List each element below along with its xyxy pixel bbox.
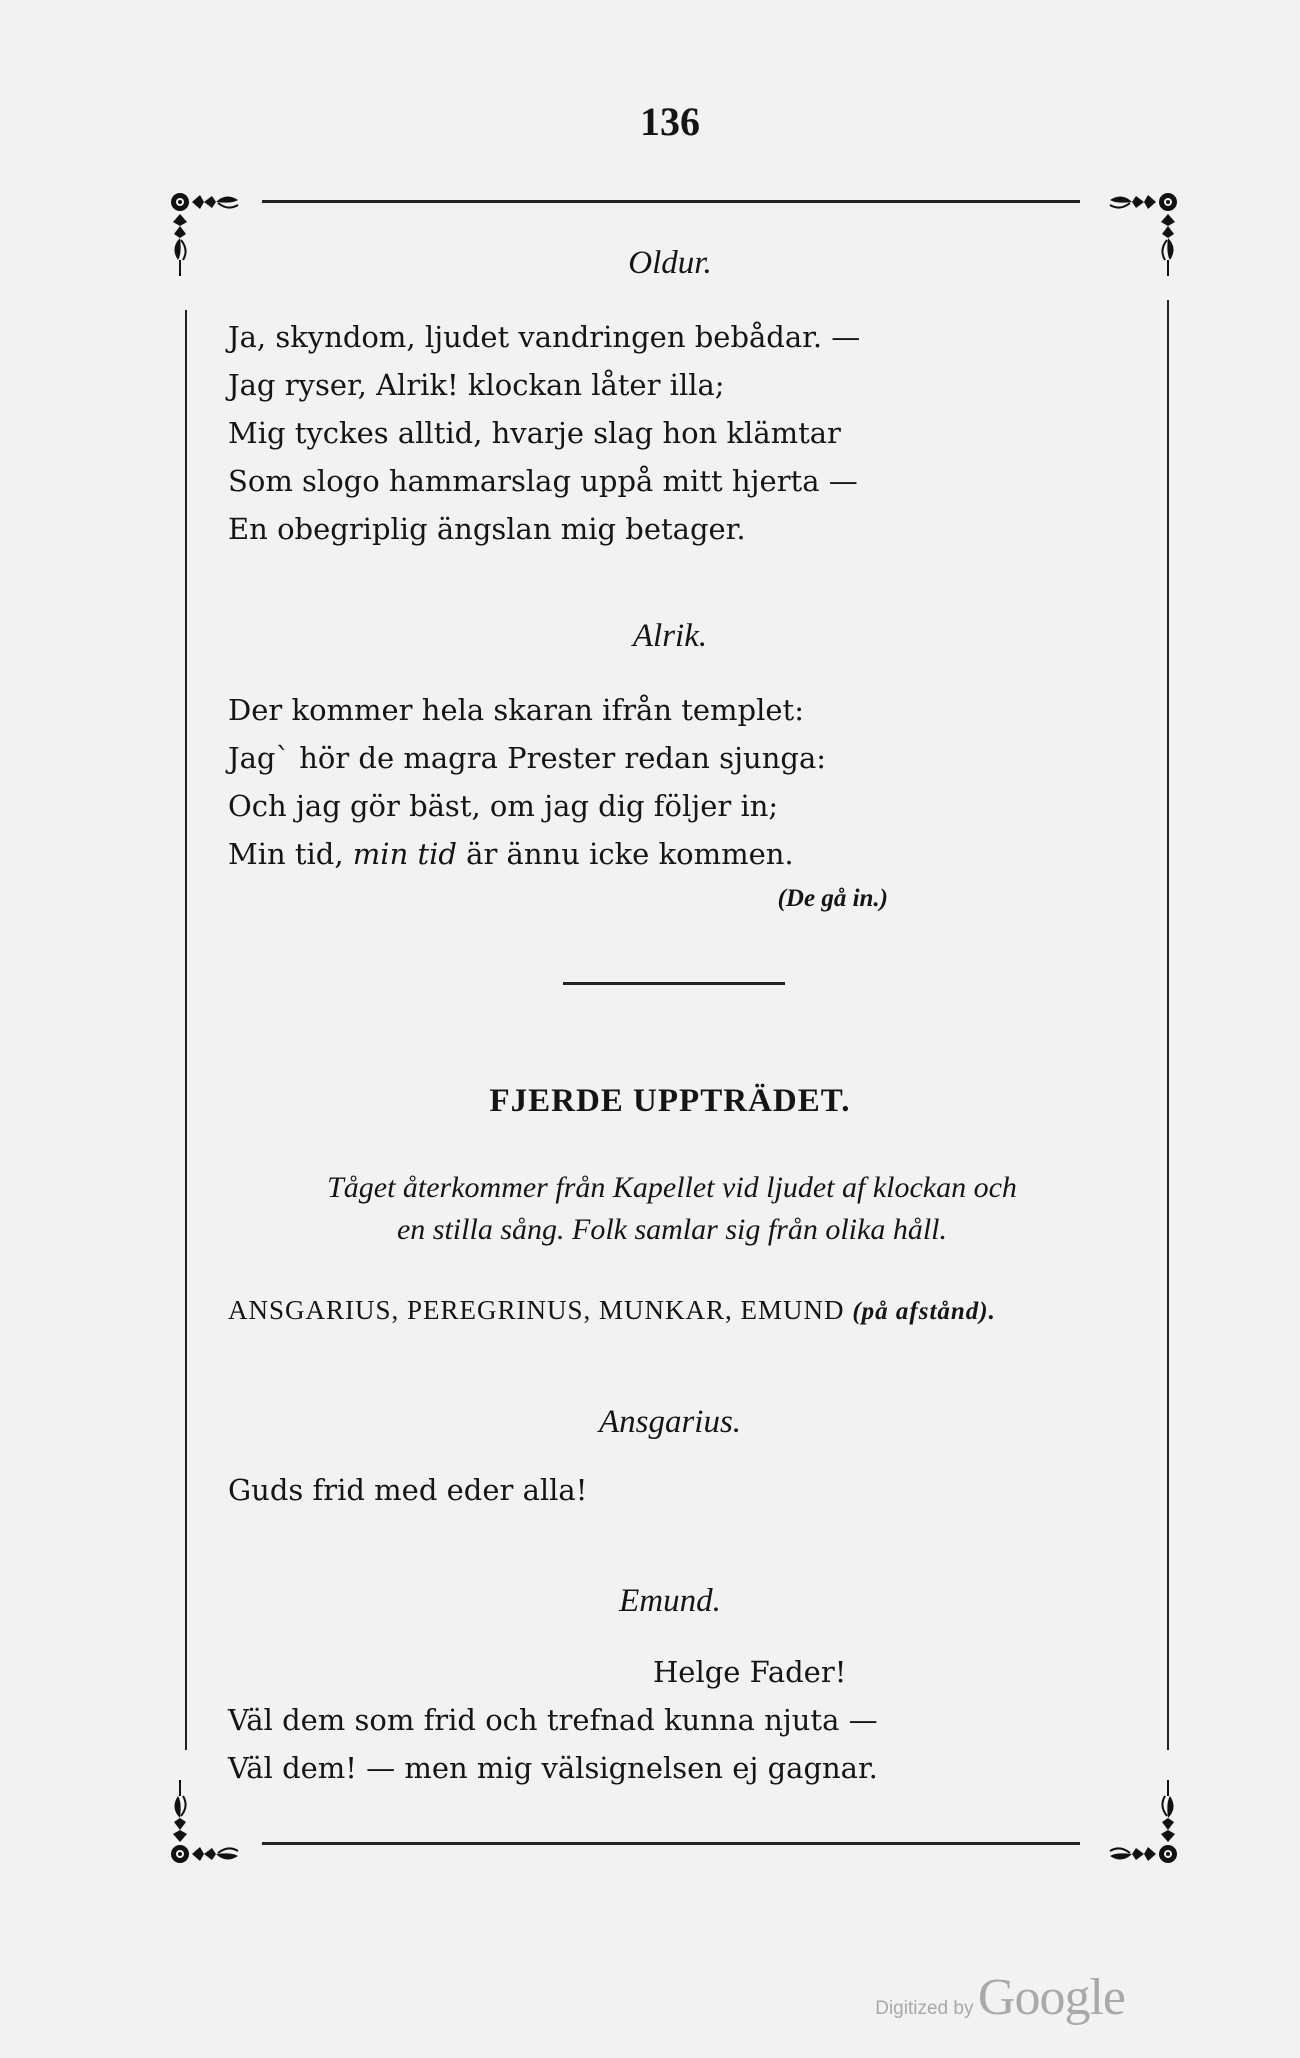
page-number: 136 <box>640 99 700 144</box>
corner-ornament-bottom-right-icon <box>1084 1756 1180 1866</box>
scene-description-line: en stilla sång. Folk samlar sig från olika håll. <box>396 1213 947 1246</box>
watermark-text: Digitized by <box>875 1998 974 2019</box>
frame-right-rule <box>1167 300 1169 1750</box>
scene-description <box>222 1167 1122 1251</box>
verse-emund <box>228 1648 878 1792</box>
cast-names: ANSGARIUS, PEREGRINUS, MUNKAR, EMUND <box>228 1295 845 1325</box>
frame-top-rule <box>262 200 1080 203</box>
verse-oldur <box>228 313 860 553</box>
verse-line: Väl dem som frid och trefnad kunna njuta — <box>228 1703 878 1737</box>
digitized-by-google-watermark <box>875 1968 1125 2027</box>
verse-line: Mig tyckes alltid, hvarje slag hon klämtar <box>228 416 841 450</box>
verse-line: Väl dem! — men mig välsignelsen ej gagnar. <box>228 1751 878 1785</box>
speaker-ansgarius: Ansgarius. <box>598 1404 742 1440</box>
verse-line: Der kommer hela skaran ifrån templet: <box>228 693 804 727</box>
verse-alrik <box>228 686 826 878</box>
frame-left-rule <box>185 310 187 1750</box>
verse-line: Ja, skyndom, ljudet vandringen bebådar. — <box>228 320 861 354</box>
verse-line: Som slogo hammarslag uppå mitt hjerta — <box>228 464 858 498</box>
verse-emphasis: min tid <box>352 837 457 871</box>
verse-line: Jag ryser, Alrik! klockan låter illa; <box>228 368 725 402</box>
google-logo: Google <box>977 1969 1125 2026</box>
verse-line: Guds frid med eder alla! <box>228 1473 588 1507</box>
speaker-emund: Emund. <box>619 1583 721 1619</box>
verse-line: En obegriplig ängslan mig betager. <box>228 512 746 546</box>
section-divider <box>563 982 785 985</box>
speaker-oldur: Oldur. <box>628 245 712 281</box>
verse-line-emphasis <box>228 830 826 878</box>
cast-list <box>228 1295 996 1326</box>
verse-line: Jag` hör de magra Prester redan sjunga: <box>228 741 827 775</box>
scene-title: FJERDE UPPTRÄDET. <box>489 1083 851 1119</box>
scene-description-line: Tåget återkommer från Kapellet vid ljudet af klockan och <box>327 1171 1017 1204</box>
verse-line-indented: Helge Fader! <box>653 1655 847 1689</box>
speaker-alrik: Alrik. <box>632 618 708 654</box>
verse-line: Och jag gör bäst, om jag dig följer in; <box>228 789 779 823</box>
verse-fragment: är ännu icke kommen. <box>456 837 794 871</box>
verse-ansgarius <box>228 1466 587 1514</box>
cast-note: (på afstånd). <box>852 1298 996 1325</box>
verse-fragment: Min tid, <box>228 837 353 871</box>
frame-bottom-rule <box>262 1842 1080 1845</box>
stage-direction: (De gå in.) <box>777 885 888 912</box>
